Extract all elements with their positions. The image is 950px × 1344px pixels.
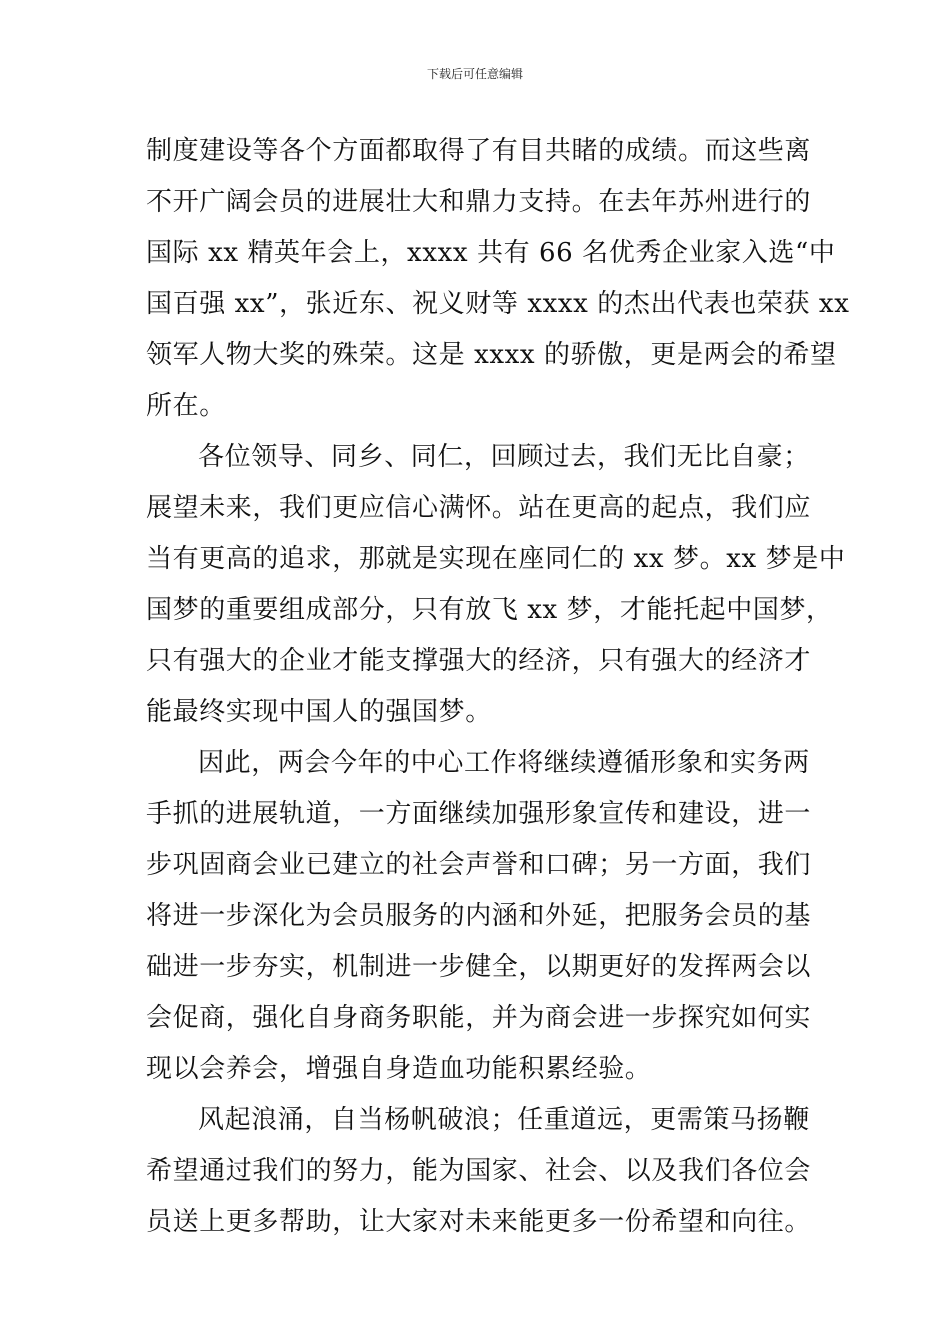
text-line: 础进一步夯实，机制进一步健全，以期更好的发挥两会以	[146, 952, 812, 982]
paragraph-1	[146, 126, 850, 432]
text-line: 制度建设等各个方面都取得了有目共睹的成绩。而这些离	[146, 136, 812, 166]
text-line: 能最终实现中国人的强国梦。	[146, 697, 492, 727]
text-line: 将进一步深化为会员服务的内涵和外延，把服务会员的基	[146, 901, 812, 931]
paragraph-4	[146, 1095, 814, 1248]
text-line: 各位领导、同乡、同仁，回顾过去，我们无比自豪；	[198, 442, 810, 472]
page-header: 下载后可任意编辑	[426, 67, 523, 81]
text-line: 领军人物大奖的殊荣。这是 xxxx 的骄傲，更是两会的希望	[146, 340, 837, 370]
text-line: 不开广阔会员的进展壮大和鼎力支持。在去年苏州进行的	[146, 187, 812, 217]
text-line: 所在。	[146, 391, 226, 421]
paragraph-2	[146, 432, 846, 738]
text-line: 手抓的进展轨道，一方面继续加强形象宣传和建设，进一	[146, 799, 812, 829]
text-line: 国梦的重要组成部分，只有放飞 xx 梦，才能托起中国梦，	[146, 595, 833, 625]
text-line: 风起浪涌，自当杨帆破浪；任重道远，更需策马扬鞭	[198, 1105, 810, 1135]
text-line: 现以会养会，增强自身造血功能积累经验。	[146, 1054, 652, 1084]
document-body	[146, 126, 850, 1248]
text-line: 员送上更多帮助，让大家对未来能更多一份希望和向往。	[146, 1207, 812, 1237]
text-line: 步巩固商会业已建立的社会声誉和口碑；另一方面，我们	[146, 850, 812, 880]
text-line: 国际 xx 精英年会上，xxxx 共有 66 名优秀企业家入选“中	[146, 238, 836, 268]
text-line: 展望未来，我们更应信心满怀。站在更高的起点，我们应	[146, 493, 812, 523]
text-line: 当有更高的追求，那就是实现在座同仁的 xx 梦。xx 梦是中	[146, 544, 846, 574]
text-line: 只有强大的企业才能支撑强大的经济，只有强大的经济才	[146, 646, 812, 676]
text-line: 会促商，强化自身商务职能，并为商会进一步探究如何实	[146, 1003, 812, 1033]
paragraph-3	[146, 738, 814, 1095]
text-line: 国百强 xx”，张近东、祝义财等 xxxx 的杰出代表也荣获 xx	[146, 289, 850, 319]
text-line: 希望通过我们的努力，能为国家、社会、以及我们各位会	[146, 1156, 812, 1186]
text-line: 因此，两会今年的中心工作将继续遵循形象和实务两	[198, 748, 810, 778]
